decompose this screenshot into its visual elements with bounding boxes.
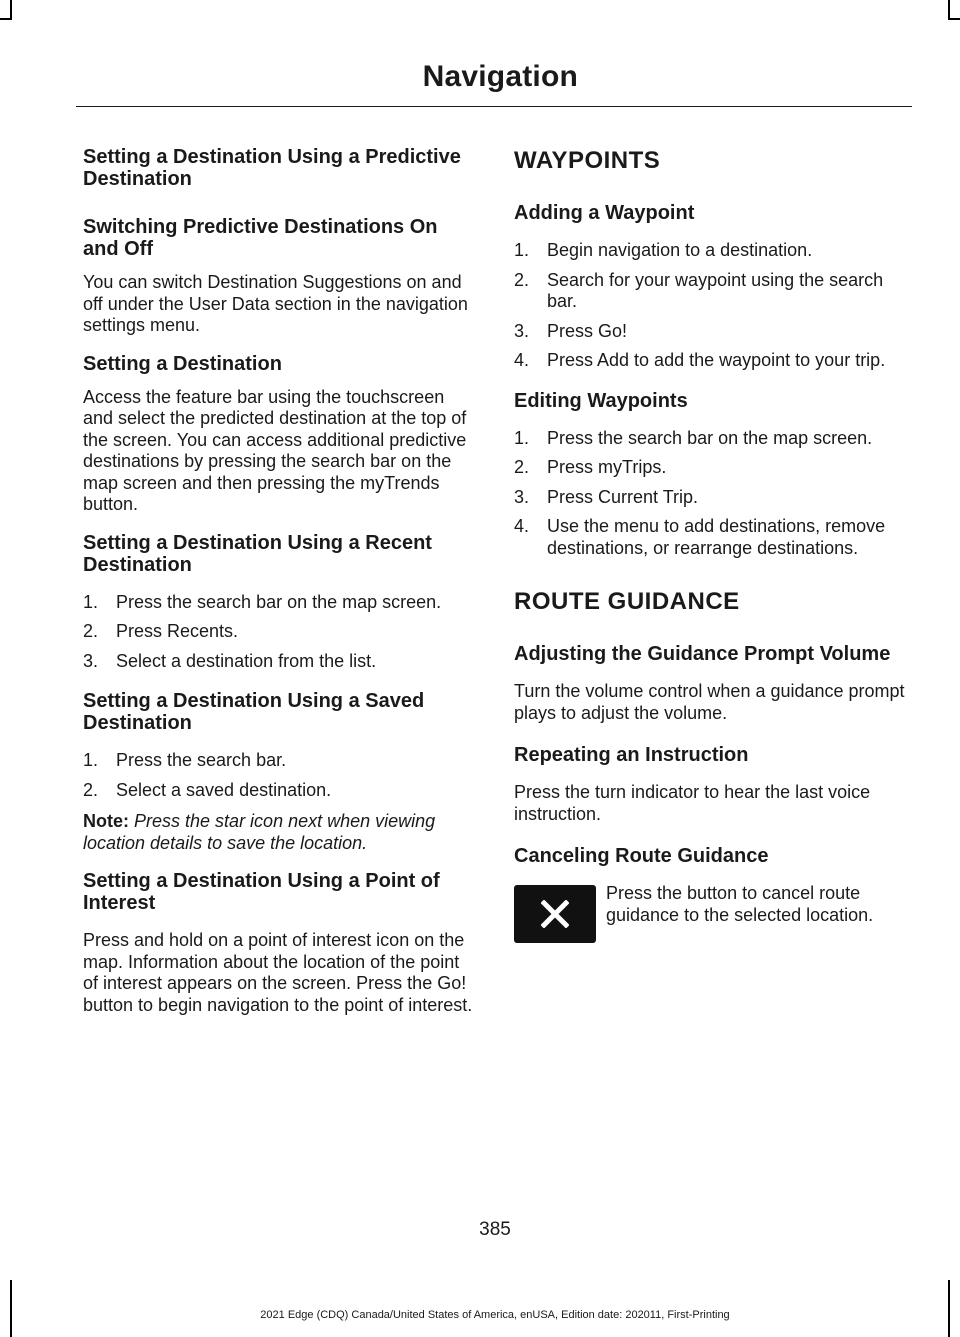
heading-point-of-interest: Setting a Destination Using a Point of Interest [83, 870, 440, 914]
cancel-route-button[interactable] [514, 885, 596, 943]
paragraph-cancel: Press the button to cancel route guidance to the selected location. [606, 883, 874, 925]
list-item [83, 592, 477, 614]
step-number: 1. [514, 427, 530, 448]
step-number: 1. [514, 240, 530, 260]
page-title: Navigation [422, 60, 578, 93]
step-text: Press myTrips. [547, 457, 667, 477]
section-route-guidance: ROUTE GUIDANCE [514, 588, 740, 615]
crop-mark [948, 18, 960, 20]
step-number: 4. [514, 516, 530, 536]
heading-saved-destination: Setting a Destination Using a Saved Destination [83, 690, 425, 734]
step-number: 1. [83, 591, 99, 612]
paragraph-switching: You can switch Destination Suggestions on and off under the User Data section in the navigation settings menu. [83, 272, 468, 335]
step-text: Use the menu to add destinations, remove destinations, or rearrange destinations. [547, 516, 886, 558]
editing-steps-list [514, 428, 910, 560]
step-text: Press Add to add the waypoint to your trip. [547, 350, 886, 370]
crop-mark [10, 0, 12, 18]
list-item [83, 621, 477, 643]
list-item [514, 240, 910, 262]
note [83, 811, 477, 854]
crop-mark [948, 0, 950, 18]
list-item [83, 651, 477, 673]
heading-switching-predictive: Switching Predictive Destinations On and Off [83, 216, 438, 260]
edition-footer: 2021 Edge (CDQ) Canada/United States of America, enUSA, Edition date: 202011, First-Printing [260, 1309, 730, 1321]
list-item [83, 750, 477, 772]
list-item [83, 780, 477, 802]
heading-editing-waypoints: Editing Waypoints [514, 389, 688, 412]
step-number: 2. [514, 269, 530, 290]
close-icon [541, 900, 569, 928]
right-column [514, 146, 910, 943]
paragraph-repeat: Press the turn indicator to hear the last voice instruction. [514, 782, 871, 824]
step-text: Press the search bar on the map screen. [116, 591, 442, 612]
heading-predictive-destination: Setting a Destination Using a Predictive Destination [83, 146, 461, 190]
list-item [514, 350, 910, 372]
step-text: Press the search bar. [116, 750, 287, 770]
paragraph-volume: Turn the volume control when a guidance prompt plays to adjust the volume. [514, 681, 905, 723]
heading-canceling-guidance: Canceling Route Guidance [514, 845, 769, 867]
step-text: Press the search bar on the map screen. [547, 427, 873, 448]
note-label: Note: [83, 811, 129, 831]
step-text: Press Go! [547, 320, 628, 341]
adding-steps-list [514, 240, 910, 372]
step-text: Begin navigation to a destination. [547, 240, 813, 260]
list-item [514, 321, 910, 343]
header-divider [76, 106, 912, 107]
heading-recent-destination: Setting a Destination Using a Recent Destination [83, 531, 432, 576]
step-number: 1. [83, 750, 99, 770]
left-column [83, 146, 477, 1032]
step-text: Select a destination from the list. [116, 650, 377, 671]
recent-steps-list [83, 592, 477, 673]
heading-setting-destination: Setting a Destination [83, 352, 282, 375]
list-item [514, 457, 910, 479]
cancel-guidance-row [514, 883, 910, 943]
list-item [514, 487, 910, 509]
heading-adding-waypoint: Adding a Waypoint [514, 202, 695, 224]
step-text: Press Current Trip. [547, 486, 699, 507]
step-number: 2. [83, 621, 99, 641]
list-item [514, 428, 910, 450]
step-number: 2. [514, 457, 530, 477]
step-text: Select a saved destination. [116, 779, 332, 800]
heading-guidance-volume: Adjusting the Guidance Prompt Volume [514, 643, 891, 665]
heading-repeating-instruction: Repeating an Instruction [514, 744, 749, 766]
step-number: 3. [83, 650, 99, 671]
step-text: Search for your waypoint using the search bar. [547, 269, 884, 311]
crop-mark [0, 18, 12, 20]
list-item [514, 270, 910, 313]
page-number: 385 [479, 1219, 511, 1240]
step-number: 3. [514, 320, 530, 341]
list-item [514, 516, 910, 559]
step-number: 3. [514, 486, 530, 507]
section-waypoints: WAYPOINTS [514, 147, 661, 174]
saved-steps-list [83, 750, 477, 801]
step-number: 4. [514, 350, 530, 370]
paragraph-poi: Press and hold on a point of interest icon on the map. Information about the location of the point of interest appears on the screen. Press the Go! button to begin navigation to the point of interest. [83, 930, 473, 1015]
step-number: 2. [83, 779, 99, 800]
step-text: Press Recents. [116, 621, 239, 641]
note-text: Press the star icon next when viewing location details to save the location. [83, 811, 436, 853]
paragraph-setting: Access the feature bar using the touchscreen and select the predicted destination at the top of the screen. You can access additional predictive destinations by pressing the search bar on the map screen and then pressing the myTrends button. [83, 386, 467, 514]
